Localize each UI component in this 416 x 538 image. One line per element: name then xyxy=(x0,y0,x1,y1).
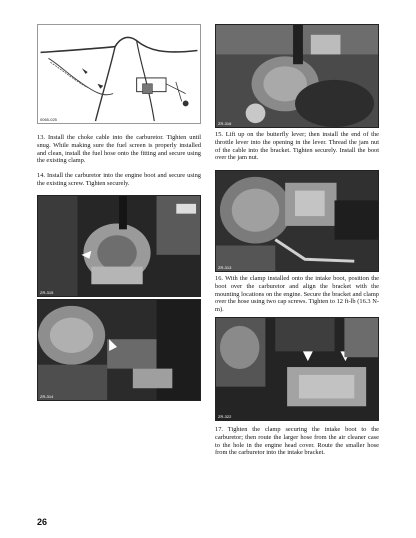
intake-boot-art xyxy=(38,300,200,400)
step-text: Lift up on the butterfly lever; then install the end of the throttle lever into the opening in the lever. Thread the jam nut of the cable into the bracket. Tighten securely. Install the boot over the jam nut. xyxy=(215,131,379,162)
clamp-bracket-art xyxy=(216,318,378,420)
carburetor-install-art xyxy=(38,196,200,296)
throttle-lever-art xyxy=(216,171,378,271)
step-text: With the clamp installed onto the intake boot, position the boot over the carburetor and align the bracket with the mounting locations on the engine. Secure the bracket and clamp over the hose using two cap screws. Tighten to 12 ft-lb (16.3 N-m). xyxy=(215,275,379,314)
step-text: Tighten the clamp securing the intake boot to the carburetor; then route the larger hose from the air cleaner case to the hole in the engine head cover. Route the smaller hose from the carburetor into the intake bracket. xyxy=(215,426,379,457)
figure-id-label: ZR-314 xyxy=(40,394,54,399)
figure-carburetor-throttle-photo xyxy=(215,24,379,128)
step-number: 14. xyxy=(37,172,45,179)
step-13 xyxy=(37,134,201,165)
figure-id-label: 0065-025 xyxy=(40,117,57,122)
figure-id-label: ZR-322 xyxy=(218,414,232,419)
step-15 xyxy=(215,131,379,162)
figure-id-label: ZR-315 xyxy=(40,290,54,295)
throttle-photo-art xyxy=(216,25,378,127)
step-number: 15. xyxy=(215,131,223,138)
step-17 xyxy=(215,426,379,457)
page-number: 26 xyxy=(37,517,48,527)
handlebar-line-drawing xyxy=(38,25,200,123)
step-number: 17. xyxy=(215,426,223,433)
step-14 xyxy=(37,172,201,188)
step-text: Install the carburetor into the engine boot and secure using the existing screw. Tighten securely. xyxy=(37,172,201,187)
figure-intake-boot-photo xyxy=(37,299,201,401)
figure-throttle-lever-photo xyxy=(215,170,379,272)
step-text: Install the choke cable into the carburetor. Tighten until snug. While making sure the fuel screen is properly installed and clean, install the fuel hose onto the fitting and secure using the existing clamp. xyxy=(37,134,201,165)
step-number: 16. xyxy=(215,275,223,282)
step-16 xyxy=(215,275,379,314)
figure-id-label: ZR-313 xyxy=(218,265,232,270)
figure-carburetor-install-photo xyxy=(37,195,201,297)
figure-id-label: ZR-316 xyxy=(218,121,232,126)
step-number: 13. xyxy=(37,134,45,141)
figure-handlebar-diagram xyxy=(37,24,201,124)
figure-clamp-bracket-photo xyxy=(215,317,379,421)
